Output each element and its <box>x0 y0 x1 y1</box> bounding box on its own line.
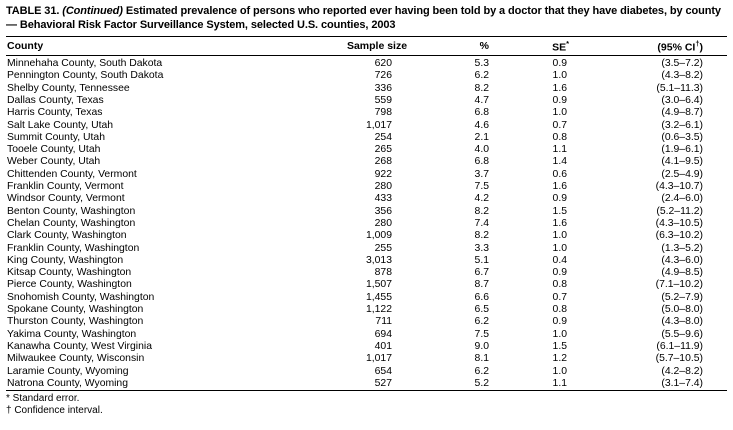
county-cell: Franklin County, Washington <box>7 242 140 254</box>
county-cell: Franklin County, Vermont <box>7 181 124 193</box>
table-row <box>6 181 727 193</box>
table-row <box>6 107 727 119</box>
ci-cell: (5.5–9.6) <box>661 328 703 340</box>
percent-cell: 4.0 <box>474 144 489 156</box>
table-continued-note: (Continued) <box>62 5 123 17</box>
ci-cell: (4.3–10.5) <box>655 217 703 229</box>
percent-cell: 8.1 <box>474 353 489 365</box>
table-title <box>6 4 727 33</box>
table-row <box>6 193 727 205</box>
ci-cell: (4.3–8.0) <box>661 316 703 328</box>
ci-cell: (4.3–10.7) <box>655 181 703 193</box>
footnote-standard-error: * Standard error. <box>6 393 80 405</box>
table-row <box>6 156 727 168</box>
se-cell: 0.7 <box>552 291 567 303</box>
se-cell: 1.0 <box>552 107 567 119</box>
sample-size-cell: 255 <box>374 242 392 254</box>
county-cell: Kanawha County, West Virginia <box>7 340 152 352</box>
county-cell: Harris County, Texas <box>7 107 103 119</box>
table-row <box>6 316 727 328</box>
county-cell: Snohomish County, Washington <box>7 291 155 303</box>
table-row <box>6 279 727 291</box>
table-row <box>6 83 727 95</box>
sample-size-cell: 3,013 <box>365 254 392 266</box>
percent-cell: 8.2 <box>474 230 489 242</box>
percent-cell: 2.1 <box>474 131 489 143</box>
table-row <box>6 341 727 353</box>
percent-cell: 7.5 <box>474 328 489 340</box>
sample-size-cell: 726 <box>374 70 392 82</box>
table-row <box>6 120 727 132</box>
footnote-confidence-interval: † Confidence interval. <box>6 405 103 417</box>
column-header-ci: (95% CI†) <box>657 38 703 54</box>
table-row <box>6 169 727 181</box>
ci-cell: (4.3–6.0) <box>661 254 703 266</box>
se-cell: 0.8 <box>552 131 567 143</box>
ci-cell: (5.2–7.9) <box>661 291 703 303</box>
percent-cell: 8.7 <box>474 279 489 291</box>
table-row <box>6 230 727 242</box>
table-row <box>6 292 727 304</box>
percent-cell: 5.3 <box>474 58 489 70</box>
sample-size-cell: 265 <box>374 144 392 156</box>
percent-cell: 6.6 <box>474 291 489 303</box>
county-cell: Milwaukee County, Wisconsin <box>7 353 145 365</box>
county-cell: Summit County, Utah <box>7 131 105 143</box>
county-cell: Tooele County, Utah <box>7 144 101 156</box>
county-cell: Pierce County, Washington <box>7 279 132 291</box>
se-cell: 1.0 <box>552 328 567 340</box>
se-cell: 1.0 <box>552 242 567 254</box>
sample-size-cell: 433 <box>374 193 392 205</box>
ci-cell: (5.2–11.2) <box>656 205 703 217</box>
se-cell: 1.5 <box>552 205 567 217</box>
percent-cell: 4.6 <box>474 119 489 131</box>
se-cell: 1.2 <box>552 353 567 365</box>
se-cell: 1.5 <box>552 340 567 352</box>
se-cell: 0.8 <box>552 304 567 316</box>
sample-size-cell: 1,455 <box>365 291 392 303</box>
se-cell: 1.6 <box>552 217 567 229</box>
table-body <box>6 56 727 391</box>
ci-cell: (4.1–9.5) <box>661 156 703 168</box>
se-cell: 0.7 <box>552 119 567 131</box>
se-cell: 1.6 <box>552 82 567 94</box>
ci-cell: (5.7–10.5) <box>655 353 703 365</box>
table-number: TABLE 31. <box>6 5 60 17</box>
percent-cell: 4.7 <box>474 94 489 106</box>
se-cell: 1.0 <box>552 365 567 377</box>
se-cell: 1.0 <box>552 70 567 82</box>
percent-cell: 5.2 <box>474 377 489 389</box>
sample-size-cell: 878 <box>374 267 392 279</box>
table-row <box>6 304 727 316</box>
percent-cell: 6.8 <box>474 156 489 168</box>
sample-size-cell: 336 <box>374 82 392 94</box>
column-header-se: SE* <box>552 38 569 54</box>
county-cell: Natrona County, Wyoming <box>7 377 128 389</box>
percent-cell: 6.8 <box>474 107 489 119</box>
se-cell: 1.1 <box>552 377 567 389</box>
ci-cell: (7.1–10.2) <box>655 279 703 291</box>
percent-cell: 7.4 <box>474 217 489 229</box>
se-cell: 0.9 <box>552 58 567 70</box>
se-cell: 0.9 <box>552 94 567 106</box>
percent-cell: 6.2 <box>474 316 489 328</box>
se-cell: 0.8 <box>552 279 567 291</box>
table-row <box>6 378 727 391</box>
ci-cell: (6.1–11.9) <box>656 340 703 352</box>
header-row <box>6 36 727 56</box>
percent-cell: 3.3 <box>474 242 489 254</box>
se-cell: 1.4 <box>552 156 567 168</box>
sample-size-cell: 559 <box>374 94 392 106</box>
percent-cell: 4.2 <box>474 193 489 205</box>
county-cell: King County, Washington <box>7 254 124 266</box>
county-cell: Minnehaha County, South Dakota <box>7 58 163 70</box>
county-cell: Salt Lake County, Utah <box>7 119 114 131</box>
table-title-text: Estimated prevalence of persons who reported ever having been told by a doctor that they have diabetes, by county — Behavioral Risk Factor Surveillance System, selected U.S. counties, 2003 <box>6 5 721 32</box>
table-row <box>6 366 727 378</box>
sample-size-cell: 280 <box>374 217 392 229</box>
county-cell: Pennington County, South Dakota <box>7 70 164 82</box>
county-cell: Chelan County, Washington <box>7 217 136 229</box>
sample-size-cell: 1,009 <box>365 230 392 242</box>
footnotes <box>6 393 727 417</box>
percent-cell: 6.2 <box>474 70 489 82</box>
sample-size-cell: 268 <box>374 156 392 168</box>
county-cell: Spokane County, Washington <box>7 304 144 316</box>
percent-cell: 5.1 <box>474 254 489 266</box>
table-row <box>6 353 727 365</box>
sample-size-cell: 798 <box>374 107 392 119</box>
ci-cell: (2.4–6.0) <box>661 193 703 205</box>
table-row <box>6 56 727 71</box>
table-row <box>6 206 727 218</box>
sample-size-cell: 280 <box>374 181 392 193</box>
county-cell: Benton County, Washington <box>7 205 136 217</box>
table-row <box>6 144 727 156</box>
county-cell: Yakima County, Washington <box>7 328 137 340</box>
percent-cell: 6.5 <box>474 304 489 316</box>
ci-cell: (4.9–8.7) <box>661 107 703 119</box>
table-row <box>6 329 727 341</box>
sample-size-cell: 401 <box>374 340 392 352</box>
sample-size-cell: 711 <box>375 316 392 328</box>
table-row <box>6 95 727 107</box>
percent-cell: 6.2 <box>474 365 489 377</box>
table-row <box>6 218 727 230</box>
se-cell: 0.6 <box>552 168 567 180</box>
county-cell: Laramie County, Wyoming <box>7 365 129 377</box>
se-cell: 0.9 <box>552 267 567 279</box>
sample-size-cell: 922 <box>374 168 392 180</box>
ci-cell: (3.2–6.1) <box>661 119 703 131</box>
ci-cell: (5.1–11.3) <box>656 82 703 94</box>
column-header-sample-size: Sample size <box>346 39 408 52</box>
ci-cell: (2.5–4.9) <box>661 168 703 180</box>
se-cell: 1.1 <box>552 144 567 156</box>
percent-cell: 7.5 <box>474 181 489 193</box>
table-row <box>6 70 727 82</box>
county-cell: Dallas County, Texas <box>7 94 104 106</box>
sample-size-cell: 1,507 <box>365 279 392 291</box>
ci-cell: (0.6–3.5) <box>661 131 703 143</box>
table-row <box>6 132 727 144</box>
ci-cell: (3.1–7.4) <box>661 377 703 389</box>
percent-cell: 8.2 <box>474 82 489 94</box>
percent-cell: 6.7 <box>474 267 489 279</box>
sample-size-cell: 1,017 <box>365 353 392 365</box>
ci-cell: (4.9–8.5) <box>661 267 703 279</box>
county-cell: Shelby County, Tennessee <box>7 82 130 94</box>
ci-cell: (6.3–10.2) <box>655 230 703 242</box>
county-cell: Clark County, Washington <box>7 230 127 242</box>
table-row <box>6 267 727 279</box>
county-cell: Thurston County, Washington <box>7 316 144 328</box>
ci-cell: (1.3–5.2) <box>661 242 703 254</box>
prevalence-table <box>6 36 727 392</box>
se-cell: 1.0 <box>552 230 567 242</box>
sample-size-cell: 254 <box>374 131 392 143</box>
se-cell: 0.9 <box>552 316 567 328</box>
sample-size-cell: 356 <box>374 205 392 217</box>
ci-cell: (3.5–7.2) <box>661 58 703 70</box>
ci-cell: (4.2–8.2) <box>661 365 703 377</box>
sample-size-cell: 620 <box>374 58 392 70</box>
sample-size-cell: 1,017 <box>365 119 392 131</box>
sample-size-cell: 654 <box>374 365 392 377</box>
column-header-percent: % <box>479 39 489 52</box>
ci-cell: (4.3–8.2) <box>661 70 703 82</box>
sample-size-cell: 527 <box>374 377 392 389</box>
ci-cell: (1.9–6.1) <box>661 144 703 156</box>
se-cell: 0.9 <box>552 193 567 205</box>
ci-cell: (3.0–6.4) <box>661 94 703 106</box>
county-cell: Weber County, Utah <box>7 156 101 168</box>
se-cell: 1.6 <box>552 181 567 193</box>
column-header-county: County <box>7 39 44 52</box>
county-cell: Chittenden County, Vermont <box>7 168 137 180</box>
table-row <box>6 255 727 267</box>
table-row <box>6 243 727 255</box>
county-cell: Windsor County, Vermont <box>7 193 125 205</box>
county-cell: Kitsap County, Washington <box>7 267 132 279</box>
sample-size-cell: 1,122 <box>365 304 392 316</box>
se-cell: 0.4 <box>552 254 567 266</box>
ci-cell: (5.0–8.0) <box>661 304 703 316</box>
percent-cell: 8.2 <box>474 205 489 217</box>
sample-size-cell: 694 <box>374 328 392 340</box>
percent-cell: 3.7 <box>474 168 489 180</box>
percent-cell: 9.0 <box>474 340 489 352</box>
